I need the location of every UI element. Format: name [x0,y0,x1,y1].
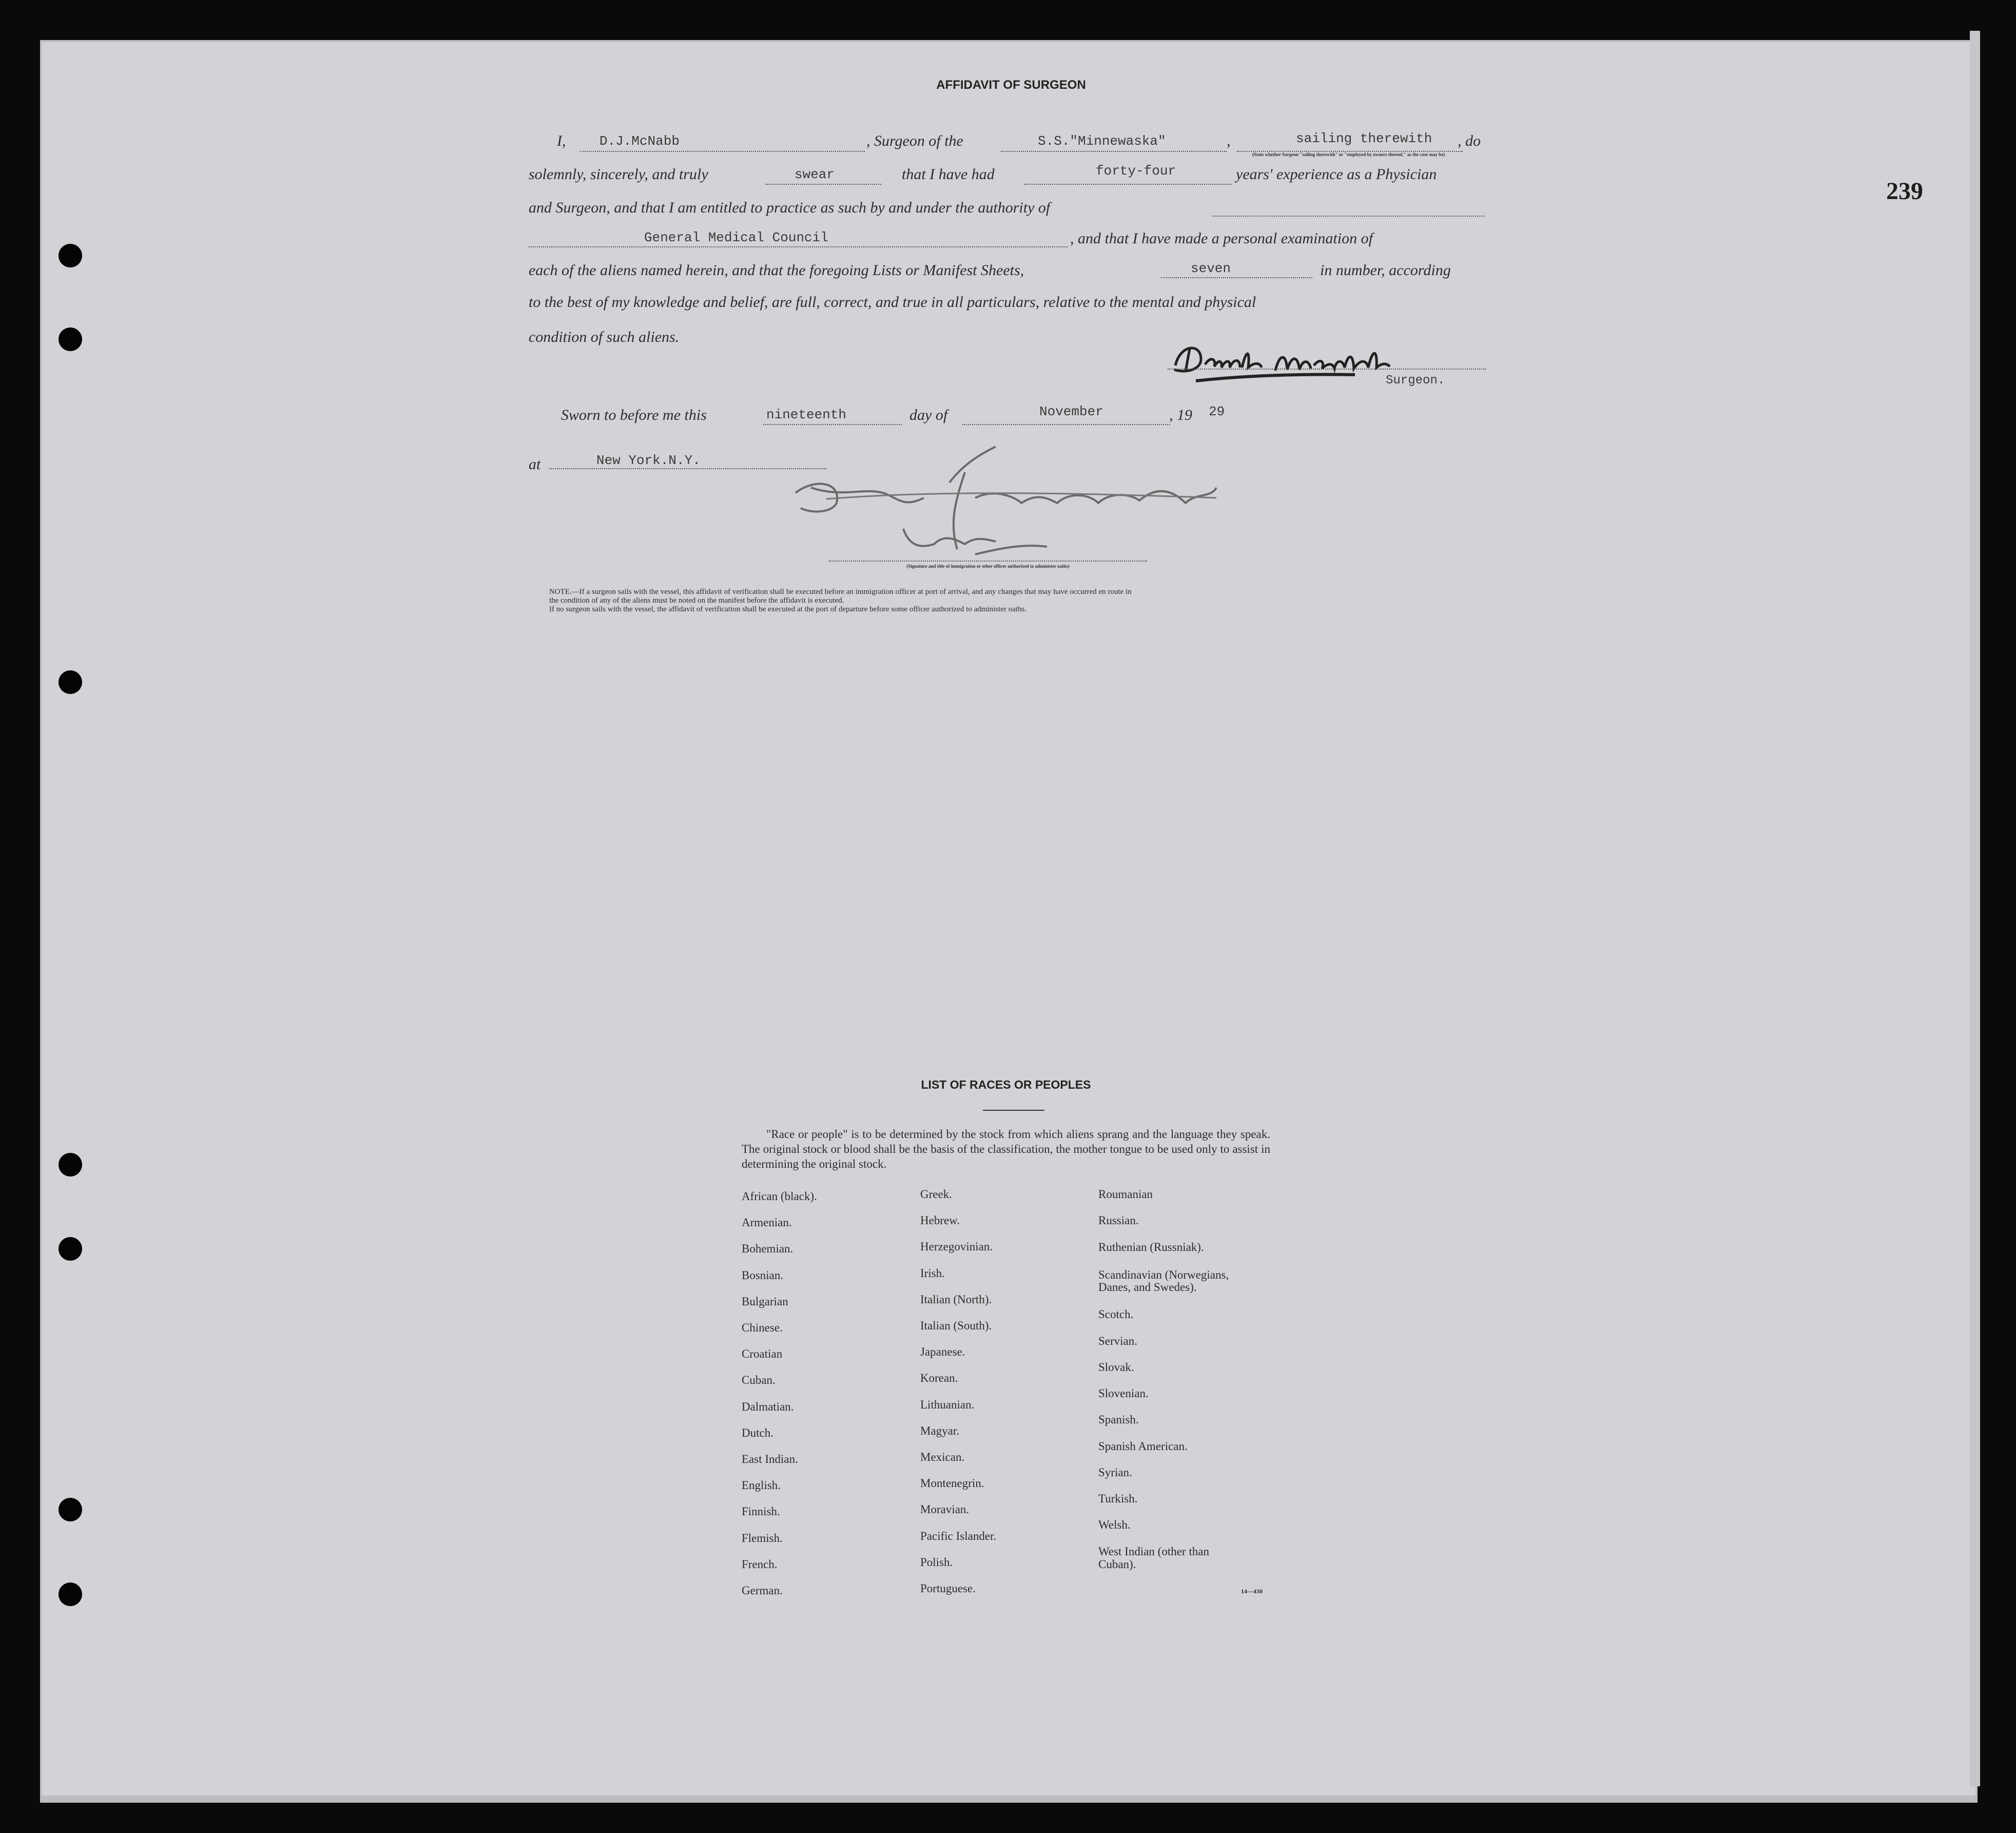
sworn-location: New York.N.Y. [596,453,701,468]
sailing-note: (State whether Surgeon "sailing therewith" or "employed by owners thereof," as the case may be) [1252,152,1445,157]
race-entry: Flemish. [742,1531,783,1545]
at-text: at [529,456,541,473]
race-entry: Croatian [742,1347,783,1361]
licensing-authority: General Medical Council [644,230,828,245]
officer-signature-line [829,561,1147,562]
line3-text: and Surgeon, and that I am entitled to practice as such by and under the authority of [529,199,1051,216]
line5-text-a: each of the aliens named herein, and that the foregoing Lists or Manifest Sheets, [529,262,1024,279]
race-entry: Roumanian [1098,1188,1153,1201]
race-entry: Italian (North). [920,1292,992,1306]
page-number: 239 [1886,178,1923,205]
races-title-rule [983,1110,1044,1111]
line2-text-b: that I have had [902,166,995,183]
race-entry: West Indian (other than [1098,1545,1209,1558]
race-entry: Polish. [920,1555,953,1569]
race-entry: Korean. [920,1372,958,1385]
do-text: , do [1458,132,1481,149]
race-entry: Syrian. [1098,1466,1132,1479]
race-entry: Ruthenian (Russniak). [1098,1241,1204,1253]
month-blank [962,424,1170,425]
race-entry: Montenegrin. [920,1477,984,1490]
race-entry: African (black). [742,1190,817,1203]
count-blank [1161,277,1312,278]
races-title: LIST OF RACES OR PEOPLES [921,1078,1091,1091]
officer-signature [780,441,1242,570]
authority-blank-b [529,246,1068,247]
line2-text-a: solemnly, sincerely, and truly [529,166,708,183]
sworn-month: November [1039,404,1103,419]
punch-hole [59,327,82,351]
race-entry: Servian. [1098,1335,1138,1347]
race-entry: Chinese. [742,1321,783,1334]
affidavit-title: AFFIDAVIT OF SURGEON [936,78,1086,92]
comma: , [1227,132,1231,149]
race-entry: German. [742,1584,783,1597]
punch-hole [59,1583,82,1606]
form-number: 14—430 [1241,1588,1263,1595]
sworn-text-c: , 19 [1169,407,1192,423]
name-blank [580,151,865,152]
race-entry: Scandinavian (Norwegians, [1098,1268,1229,1281]
race-entry: Greek. [920,1188,952,1201]
race-entry: Armenian. [742,1216,792,1229]
race-entry: Mexican. [920,1451,965,1463]
line4-text: , and that I have made a personal examination of [1070,230,1373,247]
note-line-3: If no surgeon sails with the vessel, the affidavit of verification shall be executed at the port of departure before some officer authorized to administer oaths. [549,605,1027,613]
race-entry: Magyar. [920,1424,960,1437]
punch-hole [59,670,82,694]
note-line-1: NOTE.—If a surgeon sails with the vessel, this affidavit of verification shall be executed before an immigration officer at port of arrival, and any changes that may have occurred en route in [549,588,1132,596]
sailing-status: sailing therewith [1296,131,1432,146]
race-entry: Moravian. [920,1503,970,1516]
signature-blank [1168,369,1486,370]
race-entry: Pacific Islander. [920,1529,997,1542]
race-entry: Cuban. [742,1374,776,1387]
race-entry: Bulgarian [742,1295,788,1308]
race-entry: East Indian. [742,1453,798,1465]
vessel-name: S.S."Minnewaska" [1038,133,1166,149]
races-intro: "Race or people" is to be determined by the stock from which aliens sprang and the language they speak. The original stock or blood shall be the basis of the classification, the mother tongue to be used only to assist in determining the original stock. [742,1128,1270,1170]
line7-text: condition of such aliens. [529,329,680,345]
swear-blank [766,184,881,185]
race-entry: Slovenian. [1098,1387,1149,1400]
race-entry: Dalmatian. [742,1400,794,1413]
authority-blank-a [1212,216,1484,217]
years-experience: forty-four [1096,163,1176,179]
officer-label: (Signature and title of immigration or other officer authorized to administer oaths) [906,564,1070,569]
race-entry: Spanish American. [1098,1440,1188,1453]
punch-hole [59,244,82,267]
race-entry: Italian (South). [920,1319,992,1332]
years-blank [1024,184,1232,185]
race-entry: Cuban). [1098,1558,1136,1571]
sworn-year: 29 [1209,404,1225,419]
vessel-blank [1001,151,1227,152]
surgeon-label: Surgeon. [1386,374,1445,388]
race-entry: Hebrew. [920,1214,960,1227]
race-entry: Lithuanian. [920,1398,975,1411]
surgeon-name: D.J.McNabb [599,133,680,149]
sworn-text-b: day of [909,407,948,423]
page-edge [1970,31,1980,1786]
race-entry: Russian. [1098,1214,1139,1227]
race-entry: Japanese. [920,1345,965,1359]
punch-hole [59,1498,82,1521]
line2-text-c: years' experience as a Physician [1236,166,1437,183]
surgeon-of-the-text: , Surgeon of the [866,132,963,149]
race-entry: French. [742,1557,778,1571]
bleed-through-text [123,103,137,145]
race-entry: Dutch. [742,1426,773,1439]
race-entry: Scotch. [1098,1308,1134,1321]
punch-hole [59,1153,82,1176]
race-entry: Herzegovinian. [920,1240,993,1253]
punch-hole [59,1237,82,1261]
race-entry: Turkish. [1098,1492,1138,1505]
race-entry: Slovak. [1098,1361,1134,1374]
manifest-count: seven [1191,261,1231,276]
race-entry: Danes, and Swedes). [1098,1281,1197,1294]
race-entry: English. [742,1479,781,1492]
race-entry: Spanish. [1098,1413,1139,1426]
oath-type: swear [794,167,835,182]
affidavit-i: I, [557,132,566,149]
page-bottom-edge [40,1796,1978,1803]
race-entry: Portuguese. [920,1582,976,1595]
line6-text: to the best of my knowledge and belief, are full, correct, and true in all particulars, relative to the mental and physical [529,294,1256,311]
note-line-2: the condition of any of the aliens must be noted on the manifest before the affidavit is executed. [549,596,844,605]
line5-text-b: in number, according [1320,262,1451,279]
race-entry: Bosnian. [742,1268,784,1282]
sworn-text-a: Sworn to before me this [561,407,707,423]
race-entry: Bohemian. [742,1242,793,1256]
sworn-day: nineteenth [766,407,847,422]
race-entry: Finnish. [742,1505,780,1518]
day-blank [763,424,902,425]
race-entry: Welsh. [1098,1518,1131,1531]
race-entry: Irish. [920,1266,945,1280]
